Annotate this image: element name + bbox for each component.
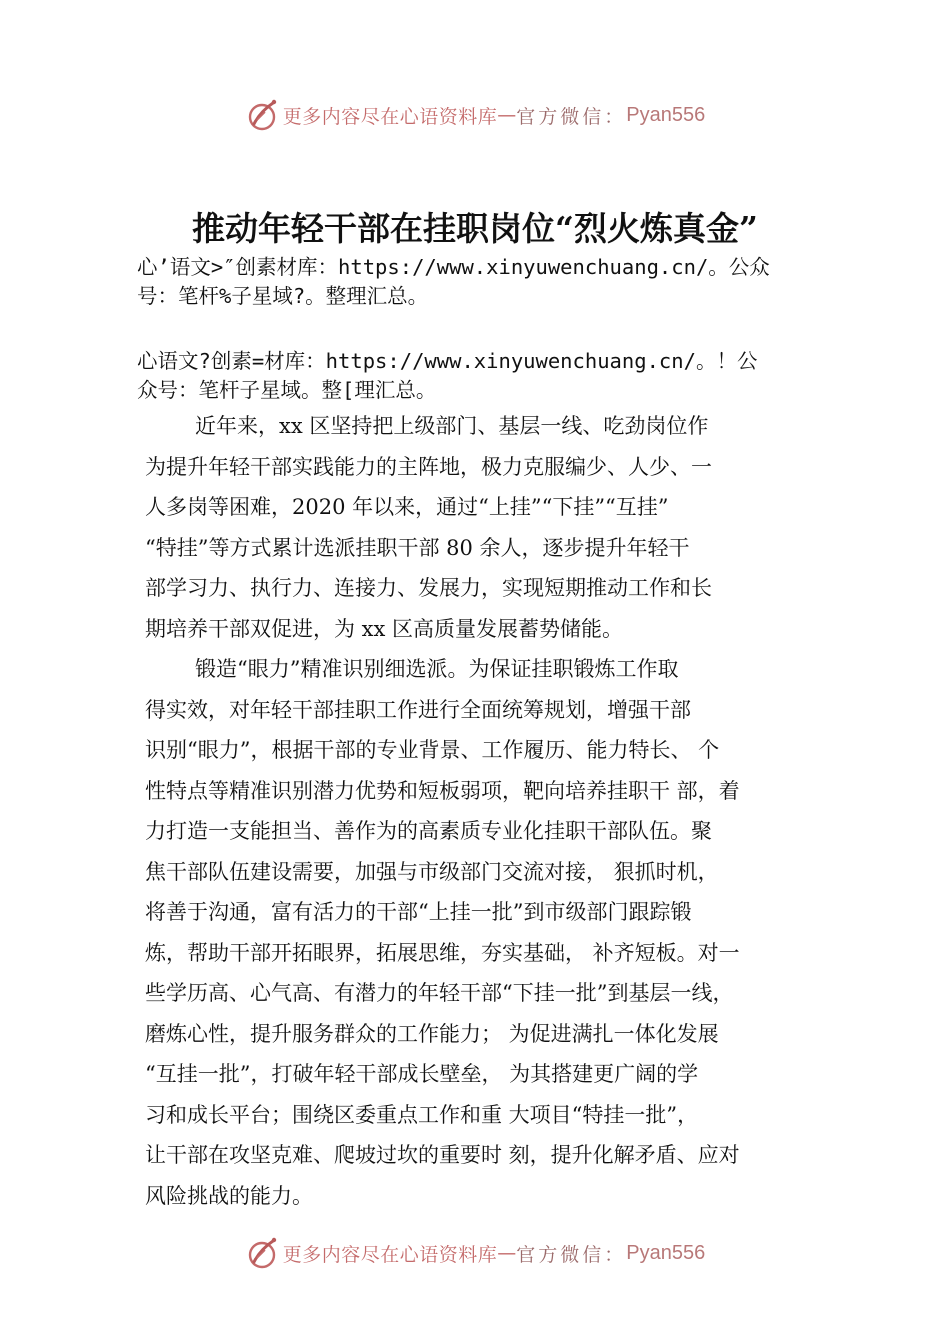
text-line: 将善于沟通，富有活力的干部“上挂一批”到市级部门跟踪锻	[145, 900, 692, 924]
document-body	[145, 406, 845, 1216]
source-note-line: 号：笔杆%子星域?。整理汇总。	[137, 284, 429, 308]
text-line: 期培养干部双促进，为 xx 区高质量发展蓄势储能。	[145, 616, 624, 641]
footer-watermark	[0, 1233, 950, 1273]
text-line: 得实效，对年轻干部挂职工作进行全面统筹规划，增强干部	[145, 697, 691, 722]
text-line: 识别“眼力”，根据干部的专业背景、工作履历、能力特长、 个	[145, 738, 720, 762]
text-line: 锻造“眼力”精准识别细选派。为保证挂职锻炼工作取	[195, 657, 679, 681]
watermark-label: 官方微信：	[516, 1243, 627, 1266]
text-line: 部学习力、执行力、连接力、发展力，实现短期推动工作和长	[145, 576, 712, 600]
text-line: 些学历高、心气高、有潜力的年轻干部“下挂一批”到基层一线，	[145, 981, 734, 1005]
brush-logo-icon	[245, 98, 279, 132]
source-note-line: 心语文?创素=材库：https://www.xinyuwenchuang.cn/。！公	[137, 349, 758, 373]
watermark-wechat-id: Pyan556	[626, 1241, 706, 1264]
watermark-label: 官方微信：	[516, 105, 627, 128]
document-title: 推动年轻干部在挂职岗位“烈火炼真金”	[192, 209, 758, 248]
watermark-dash: —	[497, 104, 517, 126]
text-line: 炼，帮助干部开拓眼界，拓展思维，夯实基础， 补齐短板。对一	[145, 940, 740, 965]
text-line: “互挂一批”，打破年轻干部成长壁垒， 为其搭建更广阔的学	[145, 1062, 699, 1086]
source-note-line: 心’语文>″创素材库：https://www.xinyuwenchuang.cn/。公众	[137, 255, 770, 279]
text-line: 磨炼心性，提升服务群众的工作能力； 为促进满扎一体化发展	[145, 1021, 719, 1046]
watermark-text: 更多内容尽在心语资料库	[282, 1243, 498, 1266]
text-line: 风险挑战的能力。	[145, 1183, 313, 1208]
text-line: 性特点等精准识别潜力优势和短板弱项，靶向培养挂职干 部，着	[145, 778, 740, 803]
text-line: 让干部在攻坚克难、爬坡过坎的重要时 刻，提升化解矛盾、应对	[145, 1143, 740, 1167]
watermark-wechat-id: Pyan556	[626, 103, 706, 126]
text-line: 习和成长平台；围绕区委重点工作和重 大项目“特挂一批”，	[145, 1102, 699, 1127]
source-note-1	[137, 253, 847, 311]
text-line: 人多岗等困难，2020 年以来，通过“上挂”“下挂”“互挂”	[145, 495, 669, 519]
text-line: 近年来，xx 区坚持把上级部门、基层一线、吃劲岗位作	[195, 414, 709, 438]
paragraph-eyesight	[145, 649, 845, 1216]
brush-logo-icon	[245, 1236, 279, 1270]
text-line: “特挂”等方式累计选派挂职干部 80 余人，逐步提升年轻干	[145, 535, 690, 560]
source-note-2	[137, 347, 847, 405]
source-note-line: 众号：笔杆子星域。整[理汇总。	[137, 378, 437, 402]
text-line: 为提升年轻干部实践能力的主阵地，极力克服编少、人少、一	[145, 454, 712, 479]
paragraph-intro	[145, 406, 845, 649]
text-line: 焦干部队伍建设需要，加强与市级部门交流对接， 狠抓时机，	[145, 859, 719, 884]
text-line: 力打造一支能担当、善作为的高素质专业化挂职干部队伍。聚	[145, 819, 712, 843]
watermark-text: 更多内容尽在心语资料库	[282, 105, 498, 128]
header-watermark	[0, 95, 950, 135]
watermark-dash: —	[497, 1242, 517, 1264]
